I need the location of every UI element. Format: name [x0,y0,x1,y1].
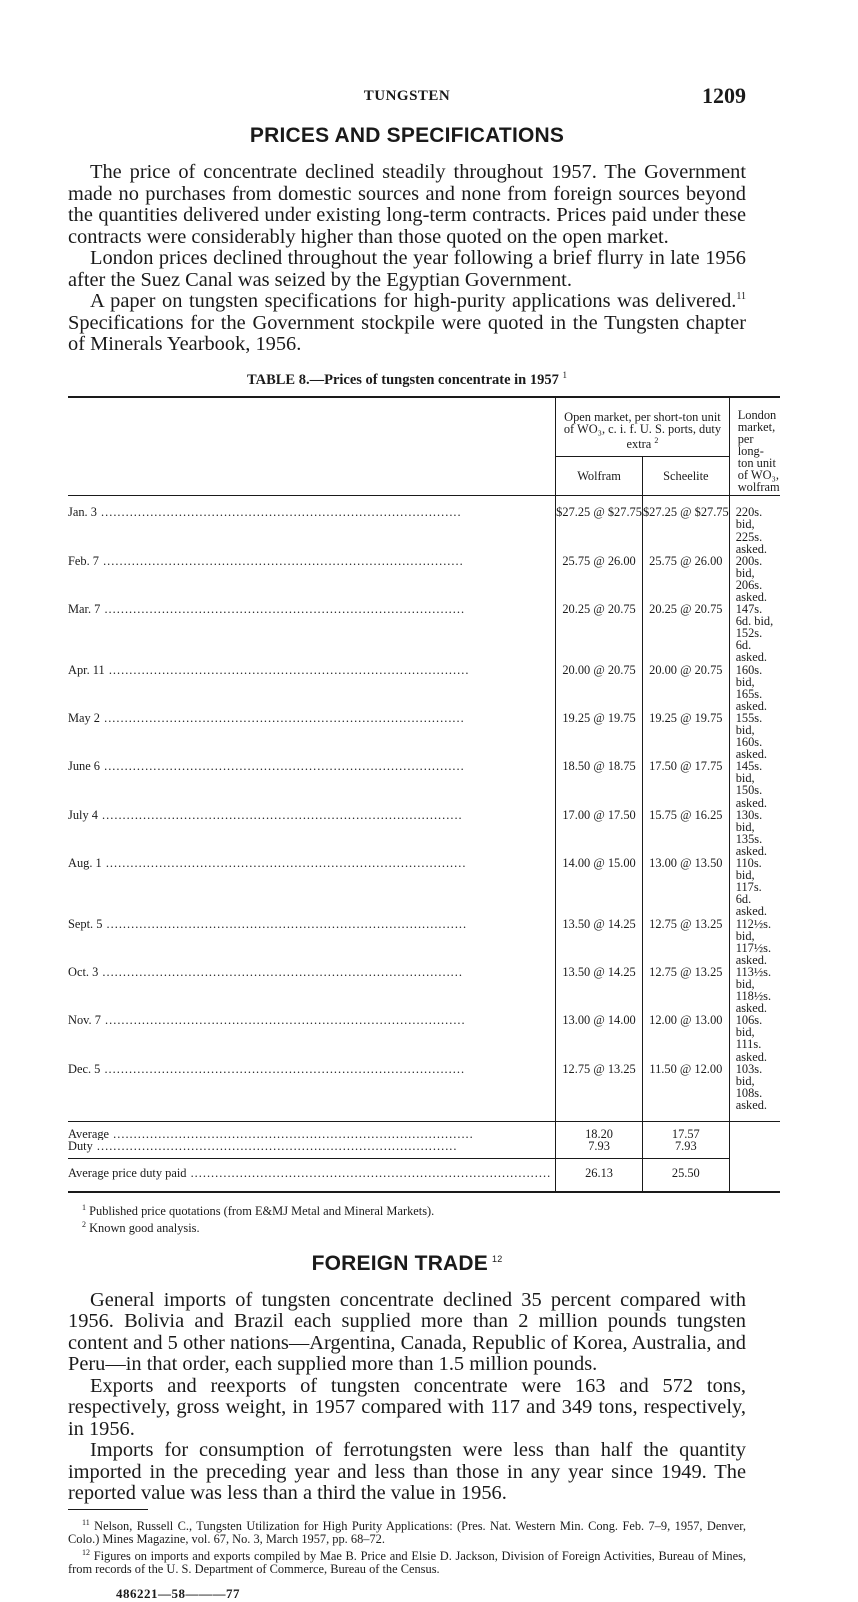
row-month: Dec. 5 ..... [68,1063,556,1111]
row-month: Apr. 11 ..... [68,664,556,712]
document-page [68,80,780,1602]
table-row [68,760,780,808]
row-month: Jan. 3 ..... [68,506,556,554]
table-row [68,712,780,760]
duty-paid-scheelite: 25.50 [642,1159,729,1193]
table-row [68,918,780,966]
price-rows [68,506,780,1111]
running-title: TUNGSTEN [363,88,451,104]
row-month: Feb. 7 ..... [68,555,556,603]
row-london: 110s. bid, 117s. 6d. asked. [729,857,779,917]
footnote-11-text: Nelson, Russell C., Tungsten Utilization for High Purity Applications: (Pres. Nat. Western Min. Cong. Feb. 7–9, 1957, Denver, Colo.) Mines Magazine, vol. 67, No. 3, March 1957, pp. 68–72. [68,1518,746,1546]
scheelite-header: Scheelite [642,457,729,496]
table-note-2 [82,1218,746,1235]
footnote-ref-12[interactable]: 12 [492,1253,503,1264]
footnote-11 [68,1516,746,1546]
london-summary-blank [729,1122,779,1193]
row-scheelite: 20.00 @ 20.75 [642,664,729,712]
table-row [68,966,780,1014]
table-note-2-text: Known good analysis. [89,1221,200,1236]
row-wolfram: 25.75 @ 26.00 [556,555,643,603]
row-london: 160s. bid, 165s. asked. [729,664,779,712]
prices-paragraph-3-tail: Specifications for the Government stockpile were quoted in the Tungsten chapter of Minerals Yearbook, 1956. [68,311,746,355]
row-wolfram: 20.25 @ 20.75 [556,603,643,663]
row-scheelite: $27.25 @ $27.75 [642,506,729,554]
row-month: Aug. 1 ..... [68,857,556,917]
table-row [68,506,780,554]
row-month: June 6 ..... [68,760,556,808]
trade-paragraph-1: General imports of tungsten concentrate declined 35 percent compared with 1956. Bolivia and Brazil each supplied more than 2 million pounds tungsten content and 5 other nations—Argentina, Canada, Republic of Korea, Australia, and Peru—in that order, each supplied more than 1.5 million pounds. [68,1288,746,1376]
average-scheelite: 17.57 [642,1122,729,1141]
row-scheelite: 20.25 @ 20.75 [642,603,729,663]
footnote-12-ref: 12 [82,1547,90,1557]
average-wolfram: 18.20 [556,1122,643,1141]
running-head [68,80,746,114]
row-wolfram: 13.50 @ 14.25 [556,918,643,966]
duty-paid-wolfram: 26.13 [556,1159,643,1193]
row-month: Mar. 7 ..... [68,603,556,663]
trade-section-heading-text: FOREIGN TRADE [311,1251,488,1275]
row-london: 220s. bid, 225s. asked. [729,506,779,554]
row-wolfram: 12.75 @ 13.25 [556,1063,643,1111]
footnote-divider [68,1509,148,1510]
trade-paragraph-3: Imports for consumption of ferrotungsten were less than half the quantity imported in the preceding year and less than those in any year since 1949. The reported value was less than a third the value in 1956. [68,1439,746,1505]
row-wolfram: $27.25 @ $27.75 [556,506,643,554]
duty-label: Duty ..... [68,1140,556,1159]
footnote-12-text: Figures on imports and exports compiled by Mae B. Price and Elsie D. Jackson, Division of Foreign Activities, Bureau of Mines, from records of the U. S. Department of Commerce, Bureau of the Census. [68,1548,746,1576]
table-row [68,555,780,603]
row-london: 106s. bid, 111s. asked. [729,1014,779,1062]
row-london: 155s. bid, 160s. asked. [729,712,779,760]
row-london: 113½s. bid, 118½s. asked. [729,966,779,1014]
footnote-ref-11[interactable]: 11 [736,291,746,303]
table-row [68,664,780,712]
footnote-12 [68,1546,746,1576]
page-number: 1209 [702,83,746,108]
printer-code: 486221—58———77 [116,1585,240,1601]
prices-paragraph-1: The price of concentrate declined steadily throughout 1957. The Government made no purchases from domestic sources and none from foreign sources beyond the quantities delivered under existing long-term contracts. Prices paid under these contracts were considerably higher than those quoted on the open market. [68,161,746,248]
row-wolfram: 19.25 @ 19.75 [556,712,643,760]
open-market-header-ref: 2 [654,435,659,445]
table-row [68,857,780,917]
row-scheelite: 12.75 @ 13.25 [642,966,729,1014]
table-title-text: TABLE 8.—Prices of tungsten concentrate in 1957 [247,371,559,388]
table-title-ref: 1 [562,369,567,380]
row-london: 130s. bid, 135s. asked. [729,809,779,857]
row-wolfram: 17.00 @ 17.50 [556,809,643,857]
trade-section-heading [68,1252,746,1276]
row-wolfram: 14.00 @ 15.00 [556,857,643,917]
table-row [68,603,780,663]
trade-paragraph-2: Exports and reexports of tungsten concentrate were 163 and 572 tons, respectively, gross weight, in 1957 compared with 117 and 349 tons, respectively, in 1956. [68,1374,746,1440]
table-note-1-ref: 1 [82,1203,86,1213]
row-wolfram: 13.50 @ 14.25 [556,966,643,1014]
duty-wolfram: 7.93 [556,1140,643,1159]
row-wolfram: 13.00 @ 14.00 [556,1014,643,1062]
wolfram-header: Wolfram [556,457,643,496]
row-month: July 4 ..... [68,809,556,857]
prices-paragraph-3-text: A paper on tungsten specifications for high-purity applications was delivered. [90,290,737,312]
row-wolfram: 20.00 @ 20.75 [556,664,643,712]
row-london: 147s. 6d. bid, 152s. 6d. asked. [729,603,779,663]
row-london: 112½s. bid, 117½s. asked. [729,918,779,966]
row-scheelite: 11.50 @ 12.00 [642,1063,729,1111]
row-month: May 2 ..... [68,712,556,760]
prices-table [68,396,780,1193]
table-row [68,1014,780,1062]
prices-paragraph-2: London prices declined throughout the year following a brief flurry in late 1956 after the Suez Canal was seized by the Egyptian Government. [68,247,746,291]
prices-paragraph-3 [68,291,746,356]
row-scheelite: 12.00 @ 13.00 [642,1014,729,1062]
row-scheelite: 15.75 @ 16.25 [642,809,729,857]
row-scheelite: 12.75 @ 13.25 [642,918,729,966]
row-scheelite: 13.00 @ 13.50 [642,857,729,917]
footnote-11-ref: 11 [82,1517,90,1527]
row-london: 145s. bid, 150s. asked. [729,760,779,808]
table-stub-header [68,397,556,496]
table-title [68,370,746,389]
row-month: Nov. 7 ..... [68,1014,556,1062]
table-row [68,1063,780,1111]
row-wolfram: 18.50 @ 18.75 [556,760,643,808]
row-month: Oct. 3 ..... [68,966,556,1014]
table-note-2-ref: 2 [82,1220,86,1230]
duty-scheelite: 7.93 [642,1140,729,1159]
row-scheelite: 19.25 @ 19.75 [642,712,729,760]
open-market-header [556,397,730,457]
row-london: 200s. bid, 206s. asked. [729,555,779,603]
row-london: 103s. bid, 108s. asked. [729,1063,779,1111]
table-note-1-text: Published price quotations (from E&MJ Metal and Mineral Markets). [89,1204,435,1219]
row-scheelite: 25.75 @ 26.00 [642,555,729,603]
row-scheelite: 17.50 @ 17.75 [642,760,729,808]
row-month: Sept. 5 ..... [68,918,556,966]
london-market-header: London market, per long-ton unit of WO₃, wolfram [729,397,779,496]
prices-section-heading: PRICES AND SPECIFICATIONS [249,124,565,147]
duty-paid-label: Average price duty paid ..... [68,1159,556,1193]
table-row [68,809,780,857]
table-note-1 [82,1201,746,1218]
average-label: Average ..... [68,1122,556,1141]
open-market-header-text: Open market, per short-ton unit of WO₃, c. i. f. U. S. ports, duty extra [563,409,722,451]
